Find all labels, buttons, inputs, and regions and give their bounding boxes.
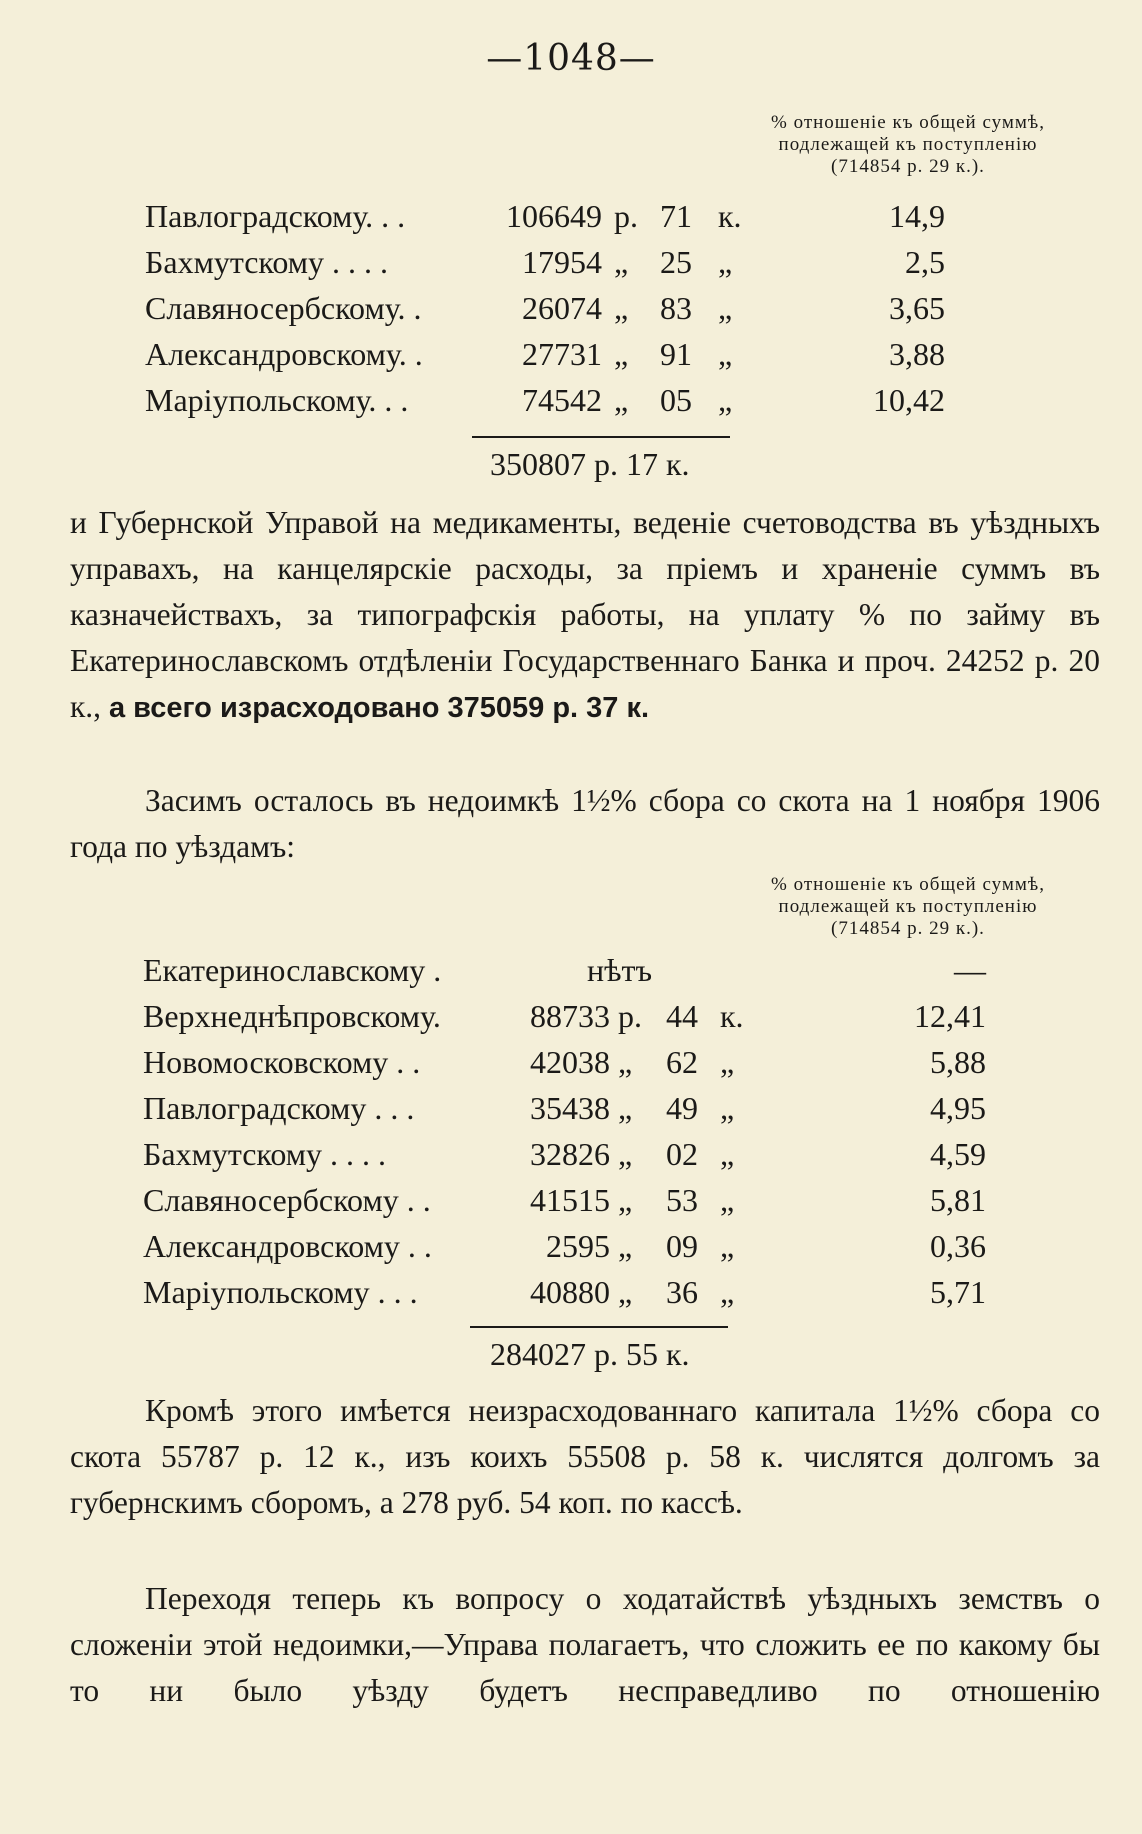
amount-rubles: 40880 (530, 1274, 610, 1310)
amount-rubles: 74542 (522, 382, 602, 418)
paragraph-expenses-total: а всего израсходовано 375059 р. 37 к. (108, 692, 650, 724)
ruble-unit: „ (618, 1228, 633, 1264)
ruble-unit: „ (614, 382, 629, 418)
table2-total-rule (470, 1326, 728, 1328)
percent-value: 12,41 (914, 998, 986, 1034)
amount-rubles: 2595 (546, 1228, 610, 1264)
district-name: Славяносербскому . . (143, 1182, 431, 1218)
percent-value: 4,59 (930, 1136, 986, 1172)
paragraph-arrears-intro (70, 778, 1100, 870)
table-row (0, 1228, 1142, 1274)
table2-percent-header (718, 874, 1098, 940)
amount-kopecks: 91 (660, 336, 692, 372)
table-row (0, 952, 1142, 998)
amount-kopecks: 25 (660, 244, 692, 280)
district-name: Александровскому . . (143, 1228, 432, 1264)
kopeck-unit: „ (720, 1182, 735, 1218)
amount-rubles: 27731 (522, 336, 602, 372)
percent-value: 0,36 (930, 1228, 986, 1264)
ruble-unit: р. (618, 998, 642, 1034)
ruble-unit: „ (614, 290, 629, 326)
district-name: Бахмутскому . . . . (145, 244, 388, 280)
table1-total: 350807 р. 17 к. (490, 446, 690, 482)
table2-total: 284027 р. 55 к. (490, 1336, 690, 1372)
amount-rubles: 41515 (530, 1182, 610, 1218)
district-name: Павлоградскому. . . (145, 198, 406, 234)
table-row (0, 382, 1142, 428)
ruble-unit: „ (618, 1044, 633, 1080)
paragraph-capital (70, 1388, 1100, 1526)
kopeck-unit: „ (720, 1228, 735, 1264)
amount-rubles: 17954 (522, 244, 602, 280)
amount-rubles: 32826 (530, 1136, 610, 1172)
district-name: Екатеринославскому . (143, 952, 442, 988)
kopeck-unit: „ (720, 1136, 735, 1172)
kopeck-unit: „ (718, 336, 733, 372)
amount-rubles: нѣтъ (586, 952, 652, 988)
table1-header-line: (714854 р. 29 к.). (831, 156, 985, 177)
table1-header-line: подлежащей къ поступленію (778, 134, 1038, 155)
district-name: Славяносербскому. . (145, 290, 422, 326)
kopeck-unit: к. (720, 998, 744, 1034)
amount-rubles: 42038 (530, 1044, 610, 1080)
ruble-unit: „ (614, 336, 629, 372)
table-row (0, 290, 1142, 336)
percent-value: 3,65 (889, 290, 945, 326)
district-name: Новомосковскому . . (143, 1044, 421, 1080)
ruble-unit: „ (618, 1090, 633, 1126)
district-name: Верхнеднѣпровскому. (143, 998, 441, 1034)
amount-kopecks: 71 (660, 198, 692, 234)
amount-rubles: 88733 (530, 998, 610, 1034)
district-name: Павлоградскому . . . (143, 1090, 415, 1126)
amount-rubles: 26074 (522, 290, 602, 326)
paragraph-arrears-text: Засимъ осталось въ недоимкѣ 1½% сбора со скота на 1 ноября 1906 года по уѣздамъ: (70, 783, 1100, 864)
kopeck-unit: „ (720, 1274, 735, 1310)
amount-kopecks: 62 (666, 1044, 698, 1080)
table2-header-line: подлежащей къ поступленію (778, 896, 1038, 917)
amount-kopecks: 44 (666, 998, 698, 1034)
kopeck-unit: „ (720, 1044, 735, 1080)
paragraph-petition (70, 1576, 1100, 1714)
district-name: Бахмутскому . . . . (143, 1136, 386, 1172)
amount-kopecks: 36 (666, 1274, 698, 1310)
amount-kopecks: 49 (666, 1090, 698, 1126)
paragraph-expenses (70, 500, 1100, 731)
table-row (0, 244, 1142, 290)
district-name: Александровскому. . (145, 336, 423, 372)
kopeck-unit: „ (718, 290, 733, 326)
table-row (0, 1182, 1142, 1228)
table2-header-line: (714854 р. 29 к.). (831, 918, 985, 939)
table-row (0, 198, 1142, 244)
table-row (0, 998, 1142, 1044)
table-row (0, 1044, 1142, 1090)
amount-kopecks: 83 (660, 290, 692, 326)
district-name: Маріупольскому . . . (143, 1274, 418, 1310)
district-name: Маріупольскому. . . (145, 382, 409, 418)
amount-rubles: 106649 (506, 198, 602, 234)
table2-total-row (0, 1336, 1142, 1382)
amount-kopecks: 09 (666, 1228, 698, 1264)
percent-value: 14,9 (889, 198, 945, 234)
amount-kopecks: 05 (660, 382, 692, 418)
table-row (0, 1136, 1142, 1182)
percent-value: 2,5 (905, 244, 945, 280)
percent-value: 5,88 (930, 1044, 986, 1080)
ruble-unit: „ (618, 1136, 633, 1172)
kopeck-unit: к. (718, 198, 742, 234)
table-row (0, 1274, 1142, 1320)
kopeck-unit: „ (720, 1090, 735, 1126)
percent-value: 4,95 (930, 1090, 986, 1126)
ruble-unit: „ (614, 244, 629, 280)
kopeck-unit: „ (718, 244, 733, 280)
table1-percent-header (718, 112, 1098, 178)
table1 (0, 198, 1142, 428)
ruble-unit: „ (618, 1182, 633, 1218)
table2 (0, 952, 1142, 1320)
ruble-unit: „ (618, 1274, 633, 1310)
table2-header-line: % отношеніе къ общей суммѣ, (771, 874, 1045, 895)
paragraph-petition-text: Переходя теперь къ вопросу о ходатайствѣ уѣздныхъ земствъ о сложеніи этой недоимки,—Управа полагаетъ, что сложить ее по какому бы то ни было уѣзду будетъ несправедливо по отношенію (70, 1581, 1100, 1708)
paragraph-capital-text: Кромѣ этого имѣется неизрасходованнаго капитала 1½% сбора со скота 55787 р. 12 к., изъ коихъ 55508 р. 58 к. числятся долгомъ за губернскимъ сборомъ, а 278 руб. 54 коп. по кассѣ. (70, 1393, 1100, 1520)
kopeck-unit: „ (718, 382, 733, 418)
percent-value: 10,42 (873, 382, 945, 418)
table-row (0, 336, 1142, 382)
table1-header-line: % отношеніе къ общей суммѣ, (771, 112, 1045, 133)
table1-total-row (0, 446, 1142, 492)
amount-kopecks: 02 (666, 1136, 698, 1172)
amount-rubles: 35438 (530, 1090, 610, 1126)
percent-value: 5,71 (930, 1274, 986, 1310)
percent-value: 3,88 (889, 336, 945, 372)
percent-value: 5,81 (930, 1182, 986, 1218)
percent-value: — (954, 952, 986, 988)
table-row (0, 1090, 1142, 1136)
ruble-unit: р. (614, 198, 638, 234)
page-number: —1048— (486, 38, 656, 79)
table1-total-rule (472, 436, 730, 438)
paragraph-expenses-text: и Губернской Управой на медикаменты, веденіе счетоводства въ уѣздныхъ управахъ, на канцелярскіе расходы, за пріемъ и храненіе суммъ въ казначействахъ, за типографскія работы, на уплату % по займу въ Екатеринославскомъ отдѣленіи Государственнаго Банка и проч. 24252 р. 20 к., (70, 505, 1100, 724)
amount-kopecks: 53 (666, 1182, 698, 1218)
